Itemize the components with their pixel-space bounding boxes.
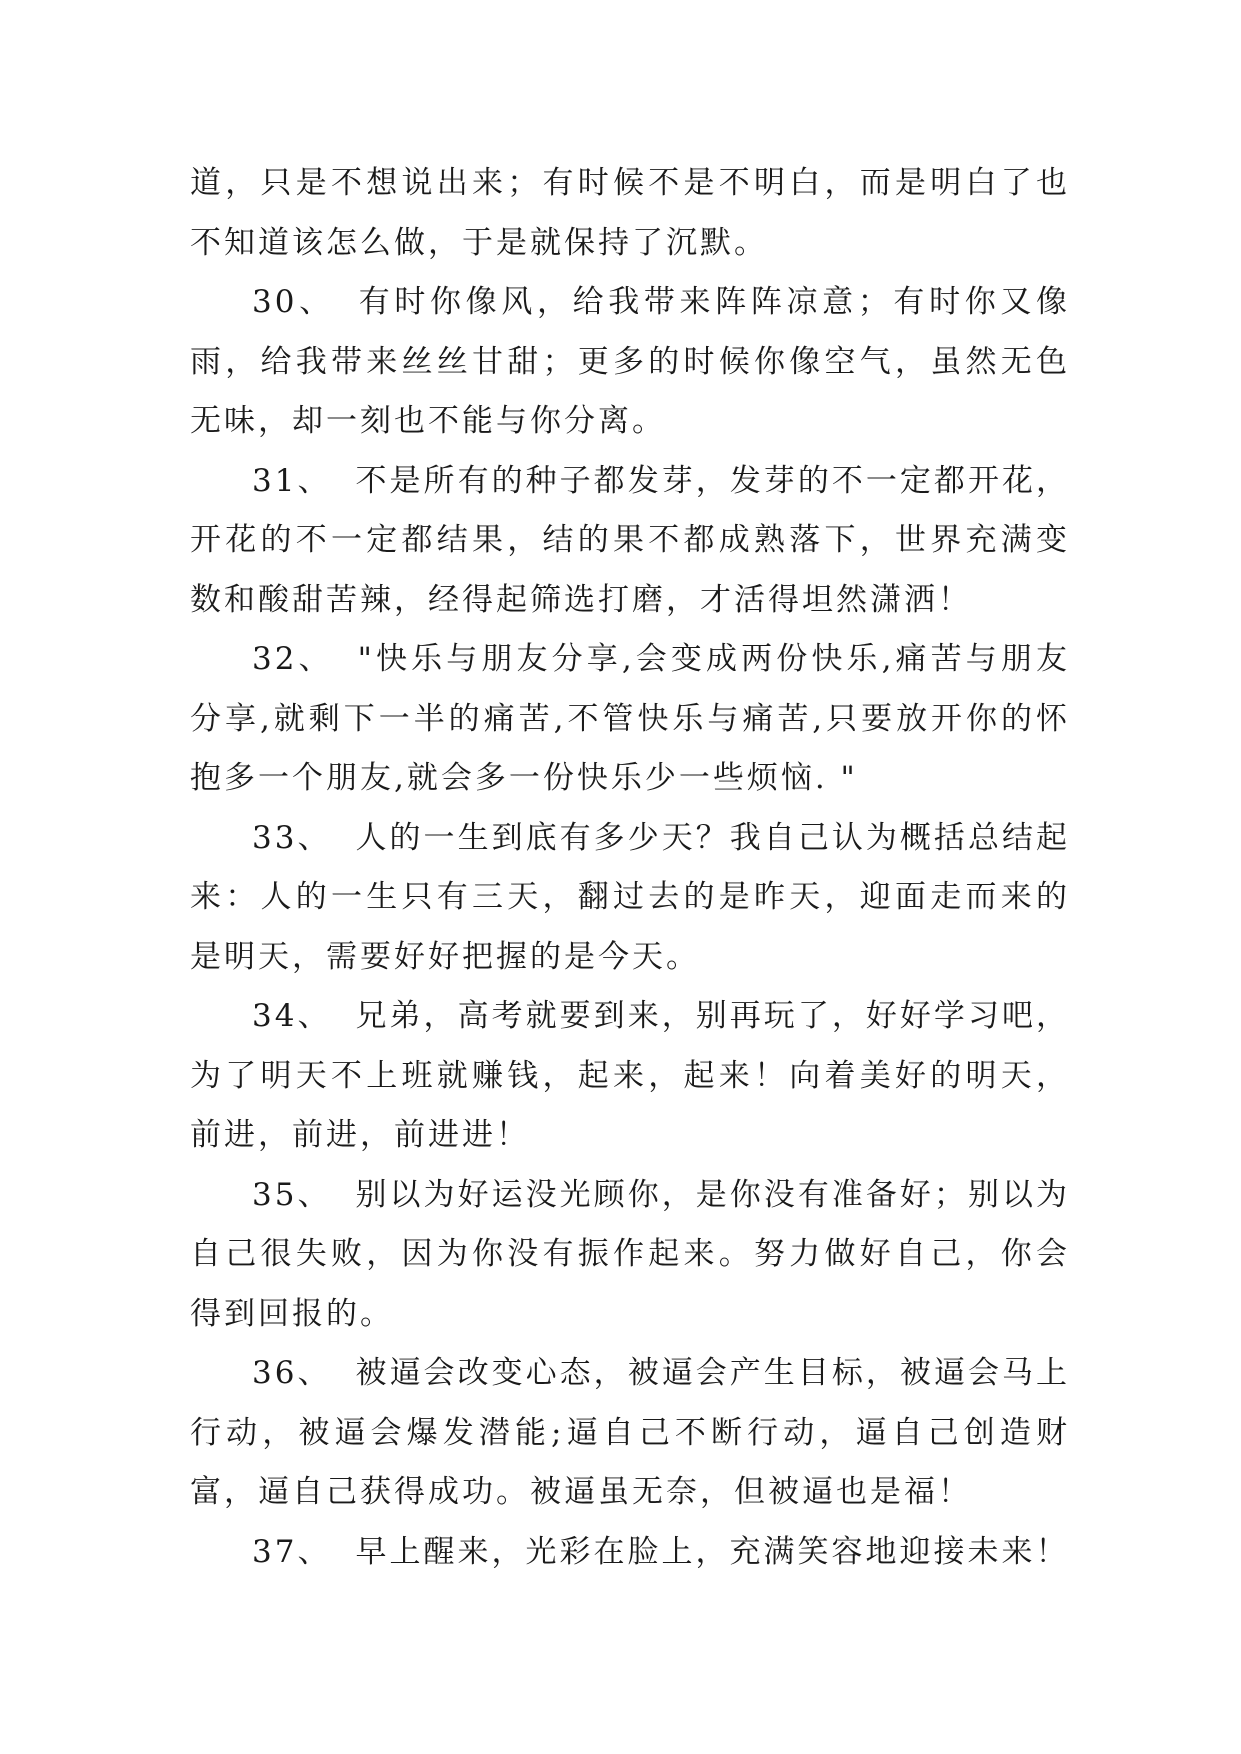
item-number: 31、	[252, 462, 332, 499]
list-item	[190, 809, 1070, 988]
list-item	[190, 630, 1070, 809]
item-text: 早上醒来，光彩在脸上，充满笑容地迎接未来！	[355, 1533, 1070, 1570]
item-number: 32、	[252, 641, 334, 677]
item-text: 有时你像风，给我带来阵阵凉意；有时你又像雨，给我带来丝丝甘甜；更多的时候你像空气，虽然无色无味，却一刻也不能与你分离。	[190, 284, 1071, 439]
item-text: 被逼会改变心态，被逼会产生目标，被逼会马上行动，被逼会爆发潜能;逼自己不断行动，逼自己创造财富，逼自己获得成功。被逼虽无奈，但被逼也是福！	[190, 1355, 1070, 1510]
list-item	[190, 1166, 1070, 1345]
list-item	[190, 1523, 1070, 1583]
list-item	[190, 273, 1070, 452]
item-number: 37、	[252, 1533, 332, 1570]
item-number: 36、	[252, 1355, 332, 1391]
document-body	[190, 154, 1070, 1582]
item-text: 兄弟，高考就要到来，别再玩了，好好学习吧，为了明天不上班就赚钱，起来，起来！向着美好的明天，前进，前进，前进进！	[190, 998, 1070, 1153]
item-number: 30、	[252, 284, 335, 320]
list-item	[190, 452, 1070, 631]
item-text: 别以为好运没光顾你，是你没有准备好；别以为自己很失败，因为你没有振作起来。努力做好自己，你会得到回报的。	[190, 1176, 1070, 1332]
continuation-paragraph: 道，只是不想说出来；有时候不是不明白，而是明白了也不知道该怎么做，于是就保持了沉默。	[190, 165, 1070, 261]
item-text: "快乐与朋友分享,会变成两份快乐,痛苦与朋友分享,就剩下一半的痛苦,不管快乐与痛苦,只要放开你的怀抱多一个朋友,就会多一份快乐少一些烦恼. "	[190, 641, 1070, 796]
item-text: 人的一生到底有多少天？我自己认为概括总结起来：人的一生只有三天，翻过去的是昨天，迎面走而来的是明天，需要好好把握的是今天。	[190, 819, 1070, 975]
item-number: 33、	[252, 819, 332, 856]
list-item	[190, 987, 1070, 1166]
list-item	[190, 1344, 1070, 1523]
item-text: 不是所有的种子都发芽，发芽的不一定都开花，开花的不一定都结果，结的果不都成熟落下，世界充满变数和酸甜苦辣，经得起筛选打磨，才活得坦然潇洒！	[190, 462, 1070, 618]
item-number: 35、	[252, 1176, 332, 1213]
item-number: 34、	[252, 998, 332, 1034]
